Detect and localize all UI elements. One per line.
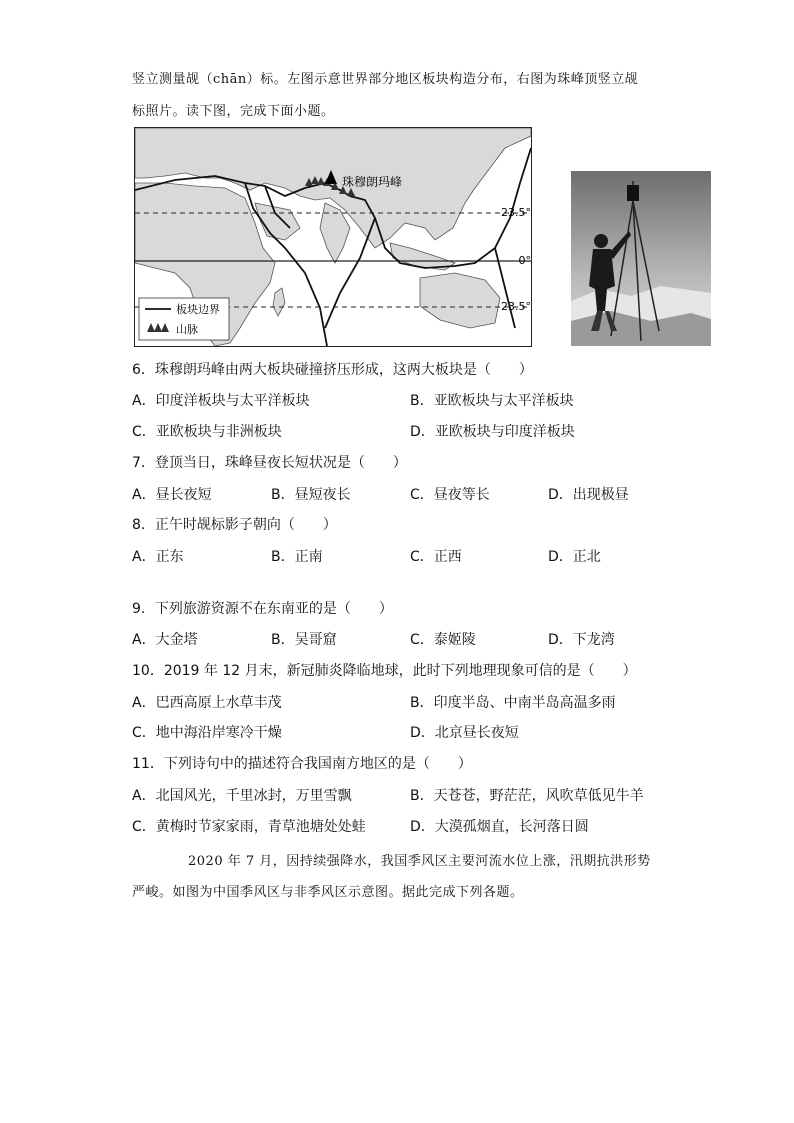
question-6-option-d[interactable]: D．亚欧板块与印度洋板块 (410, 424, 575, 440)
summit-photo (571, 171, 711, 346)
question-11-stem: 11．下列诗句中的描述符合我国南方地区的是（ ） (132, 756, 472, 772)
question-9-stem: 9．下列旅游资源不在东南亚的是（ ） (132, 601, 393, 617)
outro-line-1: 2020 年 7 月，因持续强降水，我国季风区主要河流水位上涨，汛期抗洪形势 (188, 854, 651, 869)
question-10-option-c[interactable]: C．地中海沿岸寒冷干燥 (132, 725, 282, 741)
legend-boundary-label: 板块边界 (176, 303, 220, 316)
intro-line-1: 竖立测量觇（chān）标。左图示意世界部分地区板块构造分布，右图为珠峰顶竖立觇 (132, 72, 639, 87)
question-8-option-d[interactable]: D．正北 (548, 549, 601, 565)
question-7-option-a[interactable]: A．昼长夜短 (132, 487, 212, 503)
question-6-option-b[interactable]: B．亚欧板块与太平洋板块 (410, 393, 574, 409)
question-7-stem: 7．登顶当日，珠峰昼夜长短状况是（ ） (132, 455, 407, 471)
question-11-option-c[interactable]: C．黄梅时节家家雨，青草池塘处处蛙 (132, 819, 366, 835)
intro-line-2: 标照片。读下图，完成下面小题。 (132, 104, 335, 119)
peak-label: 珠穆朗玛峰 (342, 175, 403, 189)
question-10-stem: 10．2019 年 12 月末，新冠肺炎降临地球，此时下列地理现象可信的是（ ） (132, 663, 637, 679)
plate-map (134, 127, 532, 347)
question-8-option-b[interactable]: B．正南 (271, 549, 323, 565)
question-10-option-a[interactable]: A．巴西高原上水草丰茂 (132, 695, 282, 711)
question-8-option-c[interactable]: C．正西 (410, 549, 462, 565)
question-7-option-b[interactable]: B．昼短夜长 (271, 487, 351, 503)
question-9-option-c[interactable]: C．泰姬陵 (410, 632, 476, 648)
question-6-option-c[interactable]: C．亚欧板块与非洲板块 (132, 424, 282, 440)
question-6-stem: 6．珠穆朗玛峰由两大板块碰撞挤压形成，这两大板块是（ ） (132, 362, 533, 378)
lat-south-label: 23.5° (501, 300, 531, 313)
lat-equator-label: 0° (518, 254, 531, 267)
question-8-option-a[interactable]: A．正东 (132, 549, 184, 565)
question-9-option-b[interactable]: B．吴哥窟 (271, 632, 337, 648)
outro-line-2: 严峻。如图为中国季风区与非季风区示意图。据此完成下列各题。 (132, 885, 524, 900)
question-10-option-d[interactable]: D．北京昼长夜短 (410, 725, 519, 741)
question-8-stem: 8．正午时觇标影子朝向（ ） (132, 517, 337, 533)
question-9-option-a[interactable]: A．大金塔 (132, 632, 198, 648)
question-11-option-d[interactable]: D．大漠孤烟直，长河落日圆 (410, 819, 589, 835)
lat-north-label: 23.5° (501, 206, 531, 219)
question-10-option-b[interactable]: B．印度半岛、中南半岛高温多雨 (410, 695, 616, 711)
legend-mountain-label: 山脉 (176, 323, 198, 336)
question-7-option-c[interactable]: C．昼夜等长 (410, 487, 490, 503)
question-11-option-a[interactable]: A．北国风光，千里冰封，万里雪飘 (132, 788, 352, 804)
question-7-option-d[interactable]: D．出现极昼 (548, 487, 629, 503)
question-11-option-b[interactable]: B．天苍苍，野茫茫，风吹草低见牛羊 (410, 788, 644, 804)
question-9-option-d[interactable]: D．下龙湾 (548, 632, 615, 648)
question-6-option-a[interactable]: A．印度洋板块与太平洋板块 (132, 393, 310, 409)
